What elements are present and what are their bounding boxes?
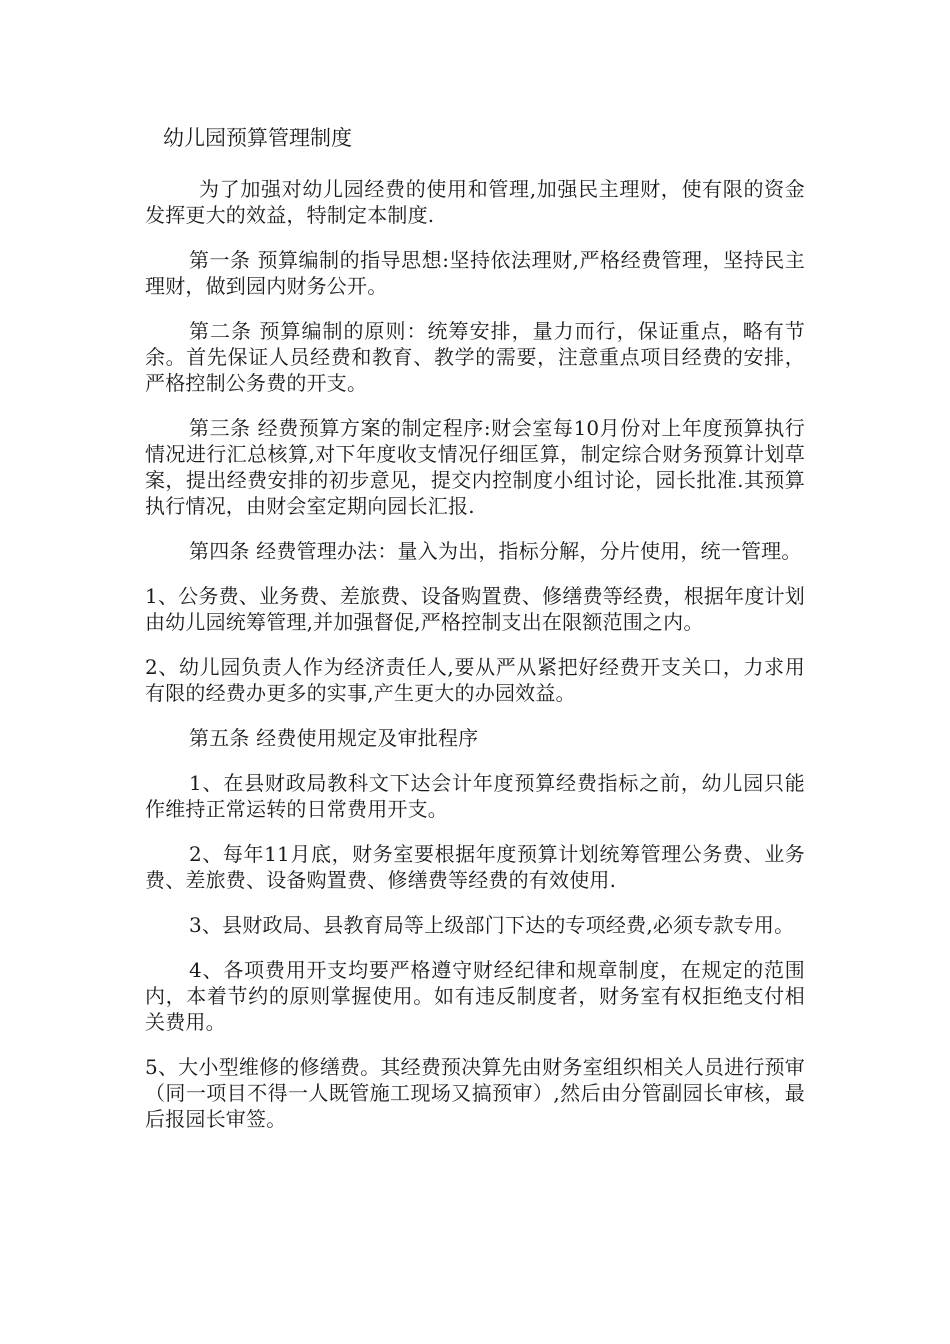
- paragraph-article-1: 第一条 预算编制的指导思想:坚持依法理财,严格经费管理，坚持民主理财，做到园内财务公开。: [145, 248, 805, 298]
- document-title: 幼儿园预算管理制度: [163, 126, 352, 150]
- paragraph-article-4-item-1: 1、公务费、业务费、差旅费、设备购置费、修缮费等经费，根据年度计划由幼儿园统筹管理,并加强督促,严格控制支出在限额范围之内。: [145, 584, 805, 634]
- document-body: [145, 176, 805, 1151]
- paragraph-article-4-item-2: 2、幼儿园负责人作为经济责任人,要从严从紧把好经费开支关口，力求用有限的经费办更多的实事,产生更大的办园效益。: [145, 655, 805, 705]
- paragraph-article-5: 第五条 经费使用规定及审批程序: [189, 726, 479, 750]
- paragraph-intro: 为了加强对幼儿园经费的使用和管理,加强民主理财，使有限的资金发挥更大的效益，特制定本制度.: [145, 177, 805, 227]
- paragraph-article-3: 第三条 经费预算方案的制定程序:财会室每10月份对上年度预算执行情况进行汇总核算,对下年度收支情况仔细匡算，制定综合财务预算计划草案，提出经费安排的初步意见，提交内控制度小组讨论，园长批准.其预算执行情况，由财会室定期向园长汇报.: [145, 416, 805, 518]
- paragraph-article-5-item-1: 1、在县财政局教科文下达会计年度预算经费指标之前，幼儿园只能作维持正常运转的日常费用开支。: [145, 771, 805, 821]
- paragraph-article-5-item-3: 3、县财政局、县教育局等上级部门下达的专项经费,必须专款专用。: [189, 913, 795, 937]
- paragraph-article-5-item-2: 2、每年11月底，财务室要根据年度预算计划统筹管理公务费、业务费、差旅费、设备购置费、修缮费等经费的有效使用.: [145, 842, 805, 892]
- paragraph-article-4: 第四条 经费管理办法：量入为出，指标分解，分片使用，统一管理。: [189, 539, 802, 563]
- paragraph-article-5-item-4: 4、各项费用开支均要严格遵守财经纪律和规章制度，在规定的范围内，本着节约的原则掌握使用。如有违反制度者，财务室有权拒绝支付相关费用。: [145, 958, 805, 1034]
- paragraph-article-5-item-5: 5、大小型维修的修缮费。其经费预决算先由财务室组织相关人员进行预审（同一项目不得一人既管施工现场又搞预审）,然后由分管副园长审核，最后报园长审签。: [145, 1055, 805, 1131]
- paragraph-article-2: 第二条 预算编制的原则：统筹安排，量力而行，保证重点，略有节余。首先保证人员经费和教育、教学的需要，注意重点项目经费的安排，严格控制公务费的开支。: [145, 319, 805, 395]
